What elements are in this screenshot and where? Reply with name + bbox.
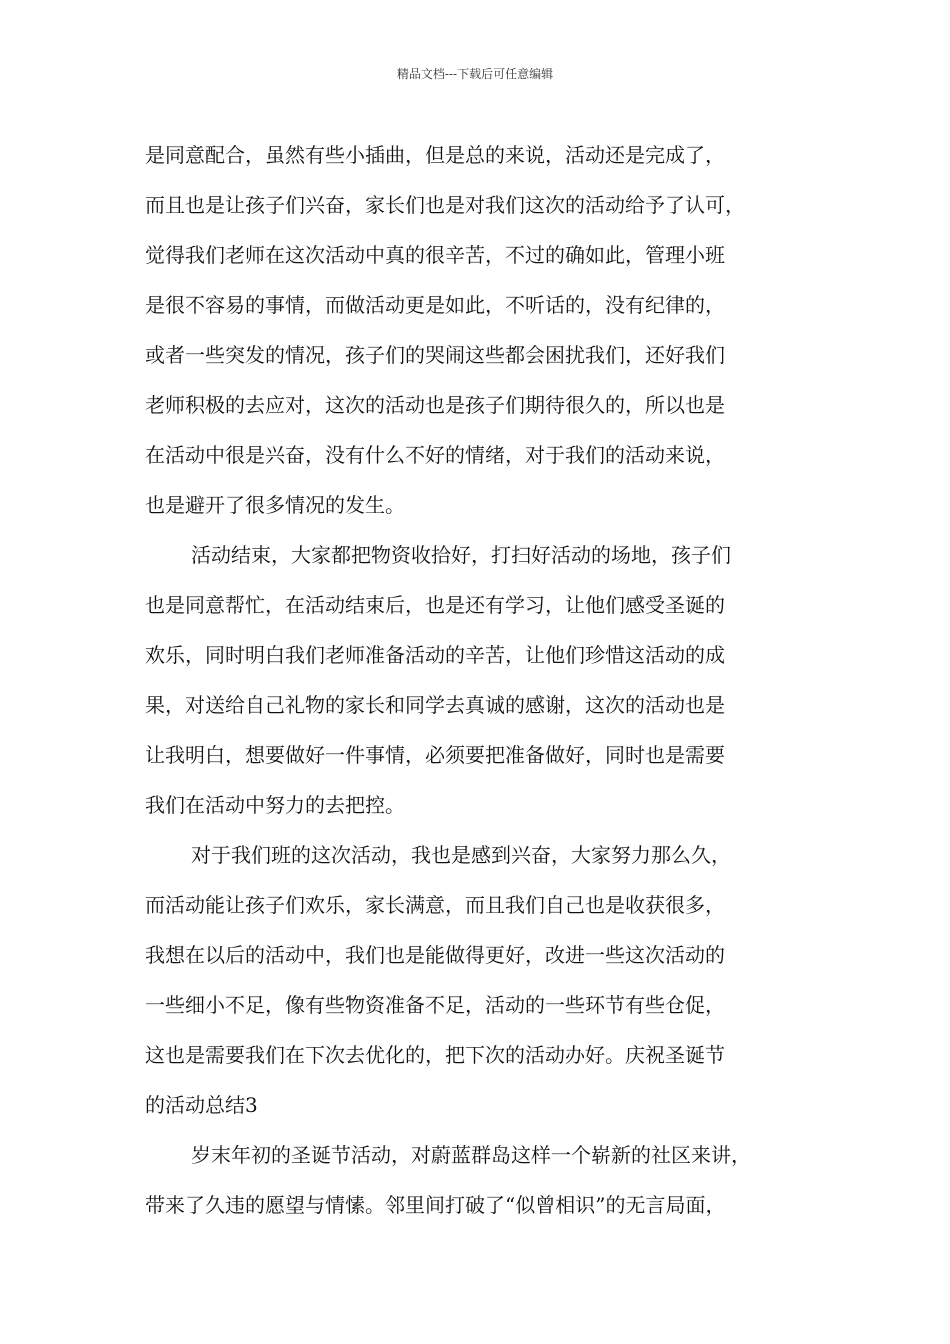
text-line: 一些细小不足，像有些物资准备不足，活动的一些环节有些仓促，	[145, 993, 725, 1017]
text-line: 觉得我们老师在这次活动中真的很辛苦，不过的确如此，管理小班	[145, 243, 725, 267]
text-line: 我们在活动中努力的去把控。	[145, 793, 405, 817]
text-line: 带来了久违的愿望与情愫。邻里间打破了“似曾相识”的无言局面，	[145, 1193, 726, 1217]
text-line: 老师积极的去应对，这次的活动也是孩子们期待很久的，所以也是	[145, 393, 725, 417]
text-line: 我想在以后的活动中，我们也是能做得更好，改进一些这次活动的	[145, 943, 725, 967]
text-line: 也是同意帮忙，在活动结束后，也是还有学习，让他们感受圣诞的	[145, 593, 725, 617]
text-line: 果，对送给自己礼物的家长和同学去真诚的感谢，这次的活动也是	[145, 693, 725, 717]
text-line: 的活动总结3	[145, 1093, 258, 1117]
paragraph-first-line: 活动结束，大家都把物资收拾好，打扫好活动的场地，孩子们	[191, 543, 731, 567]
text-line: 而活动能让孩子们欢乐，家长满意，而且我们自己也是收获很多，	[145, 893, 725, 917]
paragraph-first-line: 岁末年初的圣诞节活动，对蔚蓝群岛这样一个崭新的社区来讲，	[191, 1143, 751, 1167]
text-line: 是同意配合，虽然有些小插曲，但是总的来说，活动还是完成了，	[145, 143, 725, 167]
text-line: 是很不容易的事情，而做活动更是如此，不听话的，没有纪律的，	[145, 293, 725, 317]
text-line: 让我明白，想要做好一件事情，必须要把准备做好，同时也是需要	[145, 743, 725, 767]
text-line: 或者一些突发的情况，孩子们的哭闹这些都会困扰我们，还好我们	[145, 343, 725, 367]
text-line: 欢乐，同时明白我们老师准备活动的辛苦，让他们珍惜这活动的成	[145, 643, 725, 667]
text-line: 在活动中很是兴奋，没有什么不好的情绪，对于我们的活动来说，	[145, 443, 725, 467]
document-body	[145, 130, 835, 1230]
paragraph-first-line: 对于我们班的这次活动，我也是感到兴奋，大家努力那么久，	[191, 843, 731, 867]
text-line: 而且也是让孩子们兴奋，家长们也是对我们这次的活动给予了认可，	[145, 193, 745, 217]
text-line: 这也是需要我们在下次去优化的，把下次的活动办好。庆祝圣诞节	[145, 1043, 725, 1067]
text-line: 也是避开了很多情况的发生。	[145, 493, 405, 517]
page-header: 精品文档---下载后可任意编辑	[396, 67, 554, 81]
